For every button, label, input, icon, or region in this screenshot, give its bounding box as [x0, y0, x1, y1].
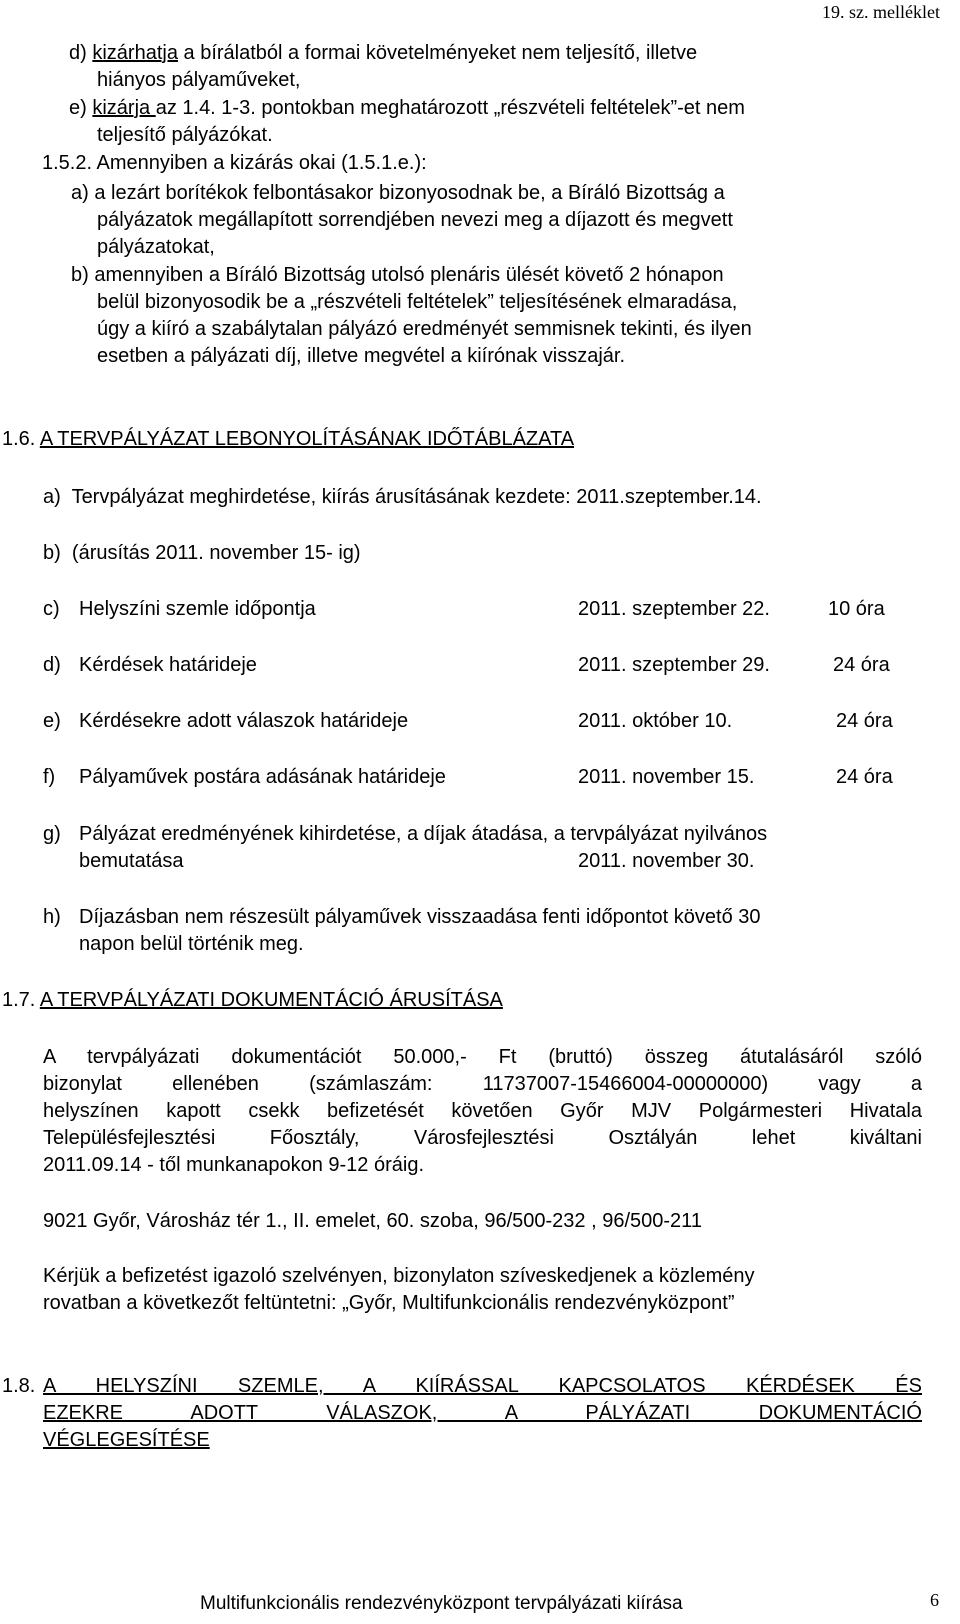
page-footer: Multifunkcionális rendezvényközpont tervpályázati kiírása [200, 1593, 683, 1614]
item-b-line1: b) amennyiben a Bíráló Bizottság utolsó plenáris ülését követő 2 hónapon [71, 264, 724, 286]
para-line-last: 2011.09.14 - től munkanapokon 9-12 óráig. [43, 1154, 425, 1176]
item-a-line2: pályázatok megállapított sorrendjében nevezi meg a díjazott és megvett [97, 209, 733, 231]
para-line: Kérjük a befizetést igazoló szelvényen, bizonylaton szíveskedjenek a közlemény [43, 1265, 755, 1287]
para-line: rovatban a következőt feltüntetni: „Győr, Multifunkcionális rendezvényközpont” [43, 1292, 735, 1314]
item-b-line3: úgy a kiíró a szabálytalan pályázó eredményét semmisnek tekinti, és ilyen [97, 318, 752, 340]
section-number: 1.8. [2, 1375, 36, 1397]
item-b-line2: belül bizonyosodik be a „részvételi feltételek” teljesítésének elmaradása, [97, 291, 738, 313]
section-number: 1.6. [2, 428, 36, 450]
schedule-item-b: b) (árusítás 2011. november 15- ig) [43, 542, 361, 564]
para-line: A tervpályázati dokumentációt 50.000,- Ft (bruttó) összeg átutalásáról szóló [43, 1046, 922, 1068]
section-1-7-heading [2, 987, 503, 1014]
para-line: helyszínen kapott csekk befizetését követően Győr MJV Polgármesteri Hivatala [43, 1100, 922, 1122]
section-1-6-heading [2, 426, 574, 453]
section-title: VÉGLEGESÍTÉSE [43, 1429, 210, 1451]
schedule-row: f) Pályaművek postára adásának határideje 2011. november 15. 24 óra [43, 766, 893, 788]
item-e-line2: teljesítő pályázókat. [97, 124, 273, 146]
item-e: e) kizárja az 1.4. 1-3. pontokban meghatározott „részvételi feltételek”-et nem [69, 97, 745, 119]
underlined-term: kizárhatja [92, 42, 178, 64]
section-number: 1.7. [2, 989, 36, 1011]
address: 9021 Győr, Városház tér 1., II. emelet, 60. szoba, 96/500-232 , 96/500-211 [43, 1210, 702, 1232]
section-title: A TERVPÁLYÁZAT LEBONYOLÍTÁSÁNAK IDŐTÁBLÁZATA [39, 428, 575, 450]
item-b-line4: esetben a pályázati díj, illetve megvétel a kiírónak visszajár. [97, 345, 626, 367]
schedule-item-h: h) Díjazásban nem részesült pályaművek visszaadása fenti időpontot követő 30 napon belül történik meg. [43, 906, 761, 955]
para-line: bizonylat ellenében (számlaszám: 11737007-15466004-00000000) vagy a [43, 1073, 922, 1095]
item-a-line1: a) a lezárt borítékok felbontásakor bizonyosodnak be, a Bíráló Bizottság a [71, 182, 725, 204]
section-title: A HELYSZÍNI SZEMLE, A KIÍRÁSSAL KAPCSOLATOS KÉRDÉSEK ÉS [43, 1375, 922, 1397]
underlined-term: kizárja [92, 97, 156, 119]
schedule-row: c) Helyszíni szemle időpontja 2011. szeptember 22. 10 óra [43, 598, 885, 620]
page-number: 6 [930, 1590, 939, 1610]
page-header: 19. sz. melléklet [822, 2, 940, 22]
para-line: Településfejlesztési Főosztály, Városfejlesztési Osztályán lehet kiváltani [43, 1127, 922, 1149]
schedule-item-g: g) Pályázat eredményének kihirdetése, a díjak átadása, a tervpályázat nyilvános bemutatása 2011. november 30. [43, 823, 768, 872]
section-title: A TERVPÁLYÁZATI DOKUMENTÁCIÓ ÁRUSÍTÁSA [39, 989, 503, 1011]
item-d: d) kizárhatja a bírálatból a formai követelményeket nem teljesítő, illetve [69, 42, 698, 64]
schedule-row: d) Kérdések határideje 2011. szeptember 29. 24 óra [43, 654, 890, 676]
subsection-1-5-2-title: 1.5.2. Amennyiben a kizárás okai (1.5.1.e.): [42, 152, 427, 174]
schedule-row: e) Kérdésekre adott válaszok határideje 2011. október 10. 24 óra [43, 710, 893, 732]
item-a-line3: pályázatokat, [97, 236, 215, 258]
item-d-line2: hiányos pályaműveket, [97, 69, 301, 91]
section-title: EZEKRE ADOTT VÁLASZOK, A PÁLYÁZATI DOKUMENTÁCIÓ [43, 1402, 922, 1424]
schedule-item-a: a) Tervpályázat meghirdetése, kiírás árusításának kezdete: 2011.szeptember.14. [43, 486, 762, 508]
